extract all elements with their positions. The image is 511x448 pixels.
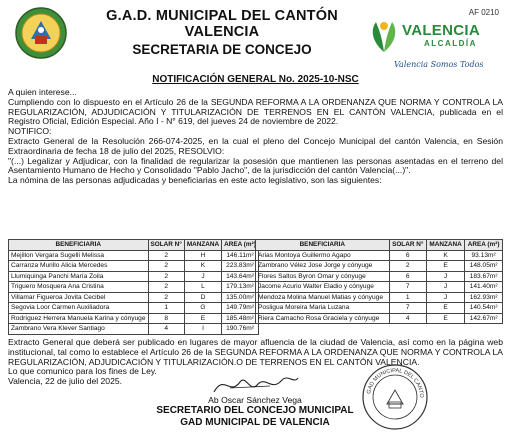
svg-text:GAD MUNICIPAL DEL CANTON VALEN: GAD MUNICIPAL DEL CANTO xyxy=(366,367,425,398)
area-cell: 135.00m² xyxy=(222,292,259,303)
table-row xyxy=(256,282,503,293)
table-row xyxy=(9,313,259,324)
manzana-cell: L xyxy=(184,282,221,293)
manzana-cell: E xyxy=(426,261,464,272)
brand-subtitle: ALCALDÍA xyxy=(424,39,477,48)
table-row xyxy=(9,250,259,261)
table-body xyxy=(9,250,259,334)
notice-paragraph: "(...) Legalizar y Adjudicar, con la finalidad de regularizar la posesión que mantienen las personas asentadas en el terreno del Asentamiento Humano de Hecho y Consolidado "Pablo Jacho", de la jurisdicción del cantón Valencia(...)". xyxy=(8,155,503,176)
solar-cell: 1 xyxy=(389,292,426,303)
beneficiary-cell: Rodríguez Herrera Manuela Karina y cónyuge xyxy=(9,313,149,324)
table-header-row xyxy=(256,240,503,251)
notice-paragraph: Cumpliendo con lo dispuesto en el Artículo 26 de la SEGUNDA REFORMA A LA ORDENANZA QUE NORMA Y CONTROLA LA REGULARIZACIÓN, ADJUDICACIÓN Y TITULARIZACIÓN DE TERRENOS EN EL CANTÓN VALENCIA, publicada en el Registro Oficial, Edición Especial. Año I - N° 619, del jueves 24 de noviembre de 2022. xyxy=(8,96,503,127)
area-cell: 179.13m² xyxy=(222,282,259,293)
beneficiary-cell: Zambrano Vera Klever Santiago xyxy=(9,324,149,335)
signature-block xyxy=(140,395,370,428)
beneficiary-cell: Triguero Mosquera Ana Cristina xyxy=(9,282,149,293)
solar-cell: 7 xyxy=(389,282,426,293)
solar-cell: 6 xyxy=(389,250,426,261)
department-title: SECRETARIA DE CONCEJO xyxy=(132,42,312,57)
beneficiary-cell: Riera Camacho Rosa Graciela y cónyuge xyxy=(256,313,390,324)
area-cell: 93.13m² xyxy=(465,250,503,261)
column-header: AREA (m²) xyxy=(465,240,503,251)
table-row xyxy=(256,261,503,272)
solar-cell: 2 xyxy=(148,282,184,293)
brand-name: VALENCIA xyxy=(402,22,480,39)
beneficiary-cell: Villamar Figueroa Jovita Cecibel xyxy=(9,292,149,303)
manzana-cell: E xyxy=(426,303,464,314)
notice-paragraph: La nómina de las personas adjudicadas y beneficiarias en este acto legislativo, son las siguientes: xyxy=(8,175,382,186)
beneficiary-cell: Segovia Loor Carmen Auxiliadora xyxy=(9,303,149,314)
area-cell: 141.40m² xyxy=(465,282,503,293)
valencia-logo-icon xyxy=(368,18,400,54)
table-row xyxy=(256,292,503,303)
area-cell: 162.93m² xyxy=(465,292,503,303)
solar-cell: 2 xyxy=(148,250,184,261)
manzana-cell: J xyxy=(426,271,464,282)
manzana-cell: D xyxy=(184,292,221,303)
notice-paragraph: A quien interese... xyxy=(8,87,77,97)
solar-cell: 4 xyxy=(389,313,426,324)
official-stamp-icon xyxy=(360,362,430,432)
notice-paragraph: Extracto General de la Resolución 266-074-2025, en la cual el pleno del Concejo Municipal del cantón Valencia, en Sesión Extraordinaria de fecha 18 de julio del 2025, RESOLVIO: xyxy=(8,135,503,156)
column-header: SOLAR N° xyxy=(389,240,426,251)
manzana-cell: E xyxy=(184,313,221,324)
closing-paragraph: Valencia, 22 de julio del 2025. xyxy=(8,376,123,387)
municipal-seal-icon xyxy=(14,6,68,60)
beneficiaries-table-left xyxy=(8,239,259,335)
solar-cell: 2 xyxy=(389,261,426,272)
solar-cell: 2 xyxy=(148,292,184,303)
manzana-cell: J xyxy=(426,282,464,293)
table-row xyxy=(9,271,259,282)
manzana-cell: G xyxy=(184,303,221,314)
solar-cell: 7 xyxy=(389,303,426,314)
column-header: BENEFICIARIA xyxy=(9,240,149,251)
signer-name: Ab Oscar Sánchez Vega xyxy=(208,395,302,405)
area-cell: 146.11m² xyxy=(222,250,259,261)
table-row xyxy=(9,282,259,293)
table-row xyxy=(256,313,503,324)
beneficiaries-table-right xyxy=(255,239,503,324)
manzana-cell: E xyxy=(426,313,464,324)
column-header: MANZANA xyxy=(426,240,464,251)
area-cell: 142.67m² xyxy=(465,313,503,324)
table-body xyxy=(256,250,503,324)
notice-body xyxy=(8,88,503,186)
document-code: AF 0210 xyxy=(468,8,499,17)
header-title-block xyxy=(82,8,362,57)
brand-slogan: Valencia Somos Todos xyxy=(394,60,484,69)
beneficiary-cell: Flores Saltos Byron Omar y cónyuge xyxy=(256,271,390,282)
manzana-cell: K xyxy=(426,250,464,261)
table-header-row xyxy=(9,240,259,251)
area-cell: 149.79m² xyxy=(222,303,259,314)
institution-title: G.A.D. MUNICIPAL DEL CANTÓN VALENCIA xyxy=(106,8,338,40)
column-header: AREA (m²) xyxy=(222,240,259,251)
solar-cell: 1 xyxy=(148,303,184,314)
beneficiary-cell: Posligua Moreira Maria Luzana xyxy=(256,303,390,314)
column-header: SOLAR N° xyxy=(148,240,184,251)
notice-title: NOTIFICACIÓN GENERAL No. 2025-10-NSC xyxy=(152,74,359,85)
beneficiary-cell: Carranza Murillo Alicia Mercedes xyxy=(9,261,149,272)
area-cell: 143.64m² xyxy=(222,271,259,282)
beneficiary-cell: Mejillon Vergara Sugelli Melissa xyxy=(9,250,149,261)
beneficiary-cell: Zambrano Vélez Jose Jorge y cónyuge xyxy=(256,261,390,272)
table-row xyxy=(9,324,259,335)
valencia-brand xyxy=(368,18,508,78)
table-row xyxy=(9,303,259,314)
manzana-cell: J xyxy=(184,271,221,282)
closing-paragraph: Lo que comunico para los fines de Ley. xyxy=(8,366,157,377)
manzana-cell: K xyxy=(184,261,221,272)
manzana-cell: I xyxy=(184,324,221,335)
column-header: BENEFICIARIA xyxy=(256,240,390,251)
solar-cell: 2 xyxy=(148,261,184,272)
manzana-cell: H xyxy=(184,250,221,261)
area-cell: 183.67m² xyxy=(465,271,503,282)
beneficiary-cell: Arias Montoya Guillermo Agapo xyxy=(256,250,390,261)
solar-cell: 8 xyxy=(148,313,184,324)
area-cell: 140.54m² xyxy=(465,303,503,314)
table-row xyxy=(9,261,259,272)
table-row xyxy=(256,250,503,261)
signer-role: SECRETARIO DEL CONCEJO MUNICIPAL xyxy=(156,405,354,416)
table-row xyxy=(9,292,259,303)
beneficiary-cell: Llumiquinga Panchi María Zoila xyxy=(9,271,149,282)
table-row xyxy=(256,271,503,282)
area-cell: 190.76m² xyxy=(222,324,259,335)
beneficiary-cell: Mendoza Molina Manuel Matias y cónyuge xyxy=(256,292,390,303)
column-header: MANZANA xyxy=(184,240,221,251)
manzana-cell: J xyxy=(426,292,464,303)
area-cell: 148.05m² xyxy=(465,261,503,272)
solar-cell: 4 xyxy=(148,324,184,335)
area-cell: 223.83m² xyxy=(222,261,259,272)
signer-institution: GAD MUNICIPAL DE VALENCIA xyxy=(180,416,330,428)
area-cell: 185.48m² xyxy=(222,313,259,324)
solar-cell: 6 xyxy=(389,271,426,282)
beneficiary-cell: Jacome Acurio Walter Eladio y cónyuge xyxy=(256,282,390,293)
table-row xyxy=(256,303,503,314)
solar-cell: 2 xyxy=(148,271,184,282)
notice-paragraph: NOTIFICO: xyxy=(8,126,52,137)
closing-paragraph: Extracto General que deberá ser publicado en lugares de mayor afluencia de la ciudad de Valencia, así como en la página web institucional, tal como lo establece el Artículo 26 de la SEGUNDA REFORMA A LA ORDENANZA QUE NORMA Y CONTROLA LA REGULARIZACIÓN, ADJUDICACIÓN Y TITULARIZACIÓN.O DE TERRENOS EN EL CANTÓN VALENCIA. xyxy=(8,337,503,367)
